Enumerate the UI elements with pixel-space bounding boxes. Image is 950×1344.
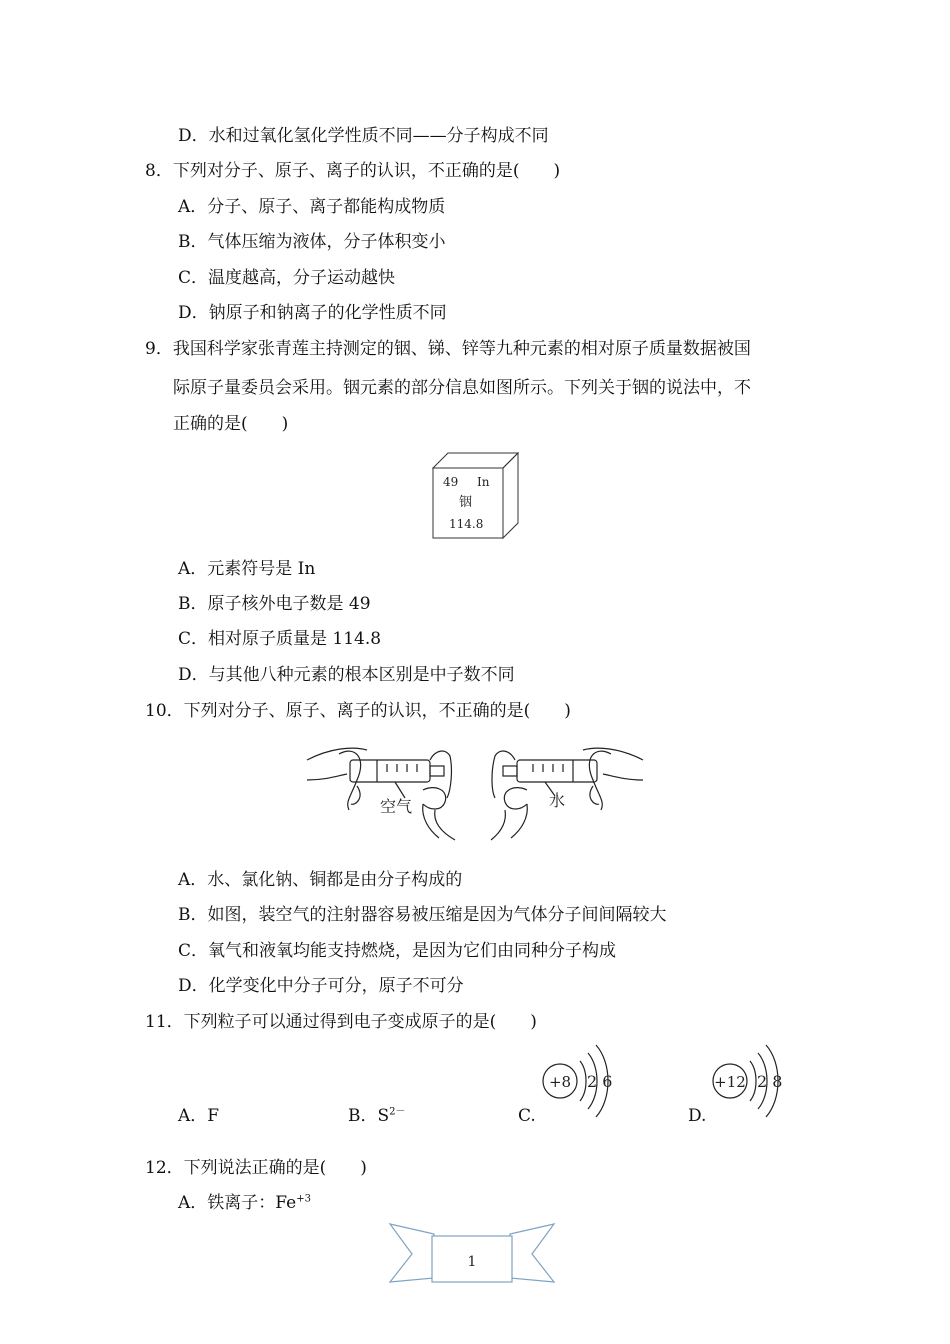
label-air: 空气 xyxy=(380,797,413,816)
q8-stem: 8．下列对分子、原子、离子的认识，不正确的是( ) xyxy=(145,161,561,181)
q12-option-a-charge: +3 xyxy=(296,1193,311,1205)
q10-option-d: D．化学变化中分子可分，原子不可分 xyxy=(178,976,464,996)
q9-option-d: D．与其他八种元素的根本区别是中子数不同 xyxy=(178,665,515,685)
element-mass: 114.8 xyxy=(449,517,484,531)
q9-stem-line-2: 际原子量委员会采用。铟元素的部分信息如图所示。下列关于铟的说法中，不 xyxy=(173,378,751,398)
q10-option-c: C．氧气和液氧均能支持燃烧，是因为它们由同种分子构成 xyxy=(178,941,617,961)
q12-option-a xyxy=(178,1192,311,1214)
element-symbol: In xyxy=(477,475,490,489)
q10-option-a: A．水、氯化钠、铜都是由分子构成的 xyxy=(178,870,463,890)
q9-option-c: C．相对原子质量是 114.8 xyxy=(178,629,382,649)
q10-stem: 10．下列对分子、原子、离子的认识，不正确的是( ) xyxy=(145,701,571,721)
q8-option-b: B．气体压缩为液体，分子体积变小 xyxy=(178,232,446,252)
page-number: 1 xyxy=(467,1254,477,1270)
shells-c: 2 6 xyxy=(587,1072,613,1091)
nucleus-d: +12 xyxy=(714,1073,746,1091)
q9-option-a: A．元素符号是 In xyxy=(178,559,316,579)
option-prev-d: D．水和过氧化氢化学性质不同——分子构成不同 xyxy=(178,126,549,146)
q11-option-c: C. xyxy=(518,1106,536,1126)
syringe-water xyxy=(491,748,643,840)
q10-option-b: B．如图，装空气的注射器容易被压缩是因为气体分子间间隔较大 xyxy=(178,905,667,925)
q9-option-b: B．原子核外电子数是 49 xyxy=(178,594,371,614)
q9-stem-line-3: 正确的是( ) xyxy=(173,414,289,434)
shells-d: 2 8 xyxy=(757,1072,783,1091)
element-number: 49 xyxy=(443,475,459,489)
q12-option-a-label: A．铁离子：Fe xyxy=(178,1193,297,1213)
atom-diagram-d xyxy=(708,1043,788,1118)
q8-option-d: D．钠原子和钠离子的化学性质不同 xyxy=(178,303,447,323)
q9-stem-line-1: 9．我国科学家张青莲主持测定的铟、锑、锌等九种元素的相对原子质量数据被国 xyxy=(145,339,751,359)
syringe-figure xyxy=(305,740,645,845)
nucleus-c: +8 xyxy=(548,1073,572,1091)
atom-diagram-c xyxy=(538,1043,618,1118)
q8-option-c: C．温度越高，分子运动越快 xyxy=(178,268,396,288)
element-name: 铟 xyxy=(459,495,473,510)
q11-option-b-charge: 2－ xyxy=(389,1106,406,1118)
syringe-air xyxy=(307,748,455,840)
label-water: 水 xyxy=(549,791,566,810)
q11-option-d: D. xyxy=(688,1106,707,1126)
page-number-ribbon xyxy=(388,1222,556,1286)
q11-option-a: A．F xyxy=(178,1106,220,1126)
q12-stem: 12．下列说法正确的是( ) xyxy=(145,1158,367,1178)
q11-stem: 11．下列粒子可以通过得到电子变成原子的是( ) xyxy=(145,1012,537,1032)
element-card-figure xyxy=(430,450,522,540)
q11-option-b xyxy=(348,1105,406,1127)
q11-option-b-label: B．S xyxy=(348,1106,390,1126)
q8-option-a: A．分子、原子、离子都能构成物质 xyxy=(178,197,446,217)
